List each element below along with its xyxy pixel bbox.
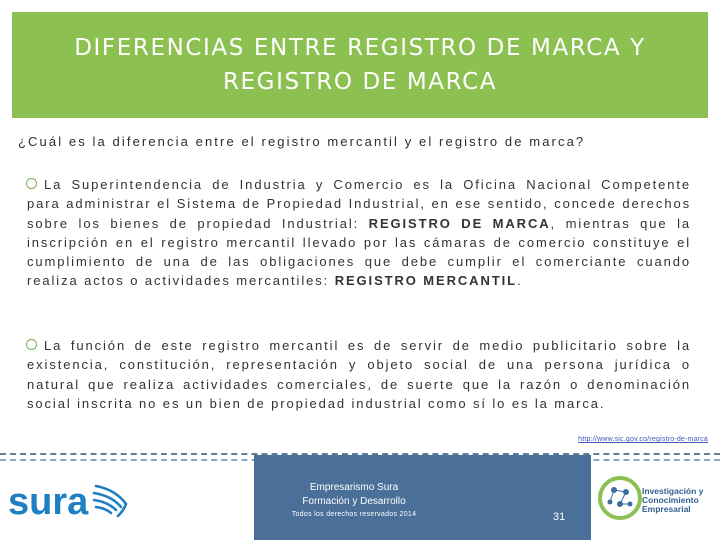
page-number: 31	[553, 511, 566, 523]
footer-copyright: Todos los derechos reservados 2014	[291, 511, 417, 518]
bullet-circle-icon	[26, 178, 37, 189]
title-banner	[12, 12, 708, 118]
footer-org-name: Empresarismo Sura	[309, 482, 399, 493]
investigacion-logo	[596, 462, 714, 538]
bullet-item-2	[27, 336, 691, 413]
logo-text-line-3: Empresarial	[642, 504, 691, 514]
network-ring-icon	[600, 478, 640, 518]
slide-question: ¿Cuál es la diferencia entre el registro mercantil y el registro de marca?	[18, 134, 586, 149]
source-link[interactable]: http://www.sic.gov.co/registro-de-marca	[578, 436, 708, 443]
footer-program: Formación y Desarrollo	[302, 496, 406, 507]
bold-term-registro-mercantil: REGISTRO MERCANTIL	[334, 273, 517, 289]
bullet-item-1	[27, 175, 691, 291]
bullet-text-part: La Superintendencia de Industria y Comercio es la Oficina Nacional Competente para administrar el Sistema de Propiedad Industrial, en ese sentido, concede derechos sobre los bienes de propiedad Industrial:	[27, 177, 691, 231]
logo-text-line-1: Investigación y	[642, 486, 704, 496]
sura-wing-icon	[94, 486, 126, 516]
bullet-text: La función de este registro mercantil es de servir de medio publicitario sobre la existencia, constitución, representación y objeto social de una persona jurídica o natural que realiza actividades comerciales, de suerte que la razón o denominación social inscrita no es un bien de propiedad industrial como sí lo es la marca.	[27, 338, 691, 411]
slide-title-line-1: DIFERENCIAS ENTRE REGISTRO DE MARCA Y	[74, 35, 646, 61]
bullet-text	[27, 175, 691, 291]
sura-logo	[6, 476, 134, 526]
sura-wordmark: sura	[8, 481, 89, 523]
bullet-text-part: .	[516, 273, 523, 289]
slide-title-line-2: REGISTRO DE MARCA	[222, 69, 498, 95]
bullet-circle-icon	[26, 339, 37, 350]
bold-term-registro-marca: REGISTRO DE MARCA	[368, 215, 551, 231]
logo-text-line-2: Conocimiento	[642, 495, 699, 505]
bullet-text-part: , mientras que la inscripción en el registro mercantil llevado por las cámaras de comercio constituye el cumplimiento de una de las obligaciones que debe cumplir el comerciante cuando realiza actos o actividades mercantiles:	[27, 215, 691, 289]
